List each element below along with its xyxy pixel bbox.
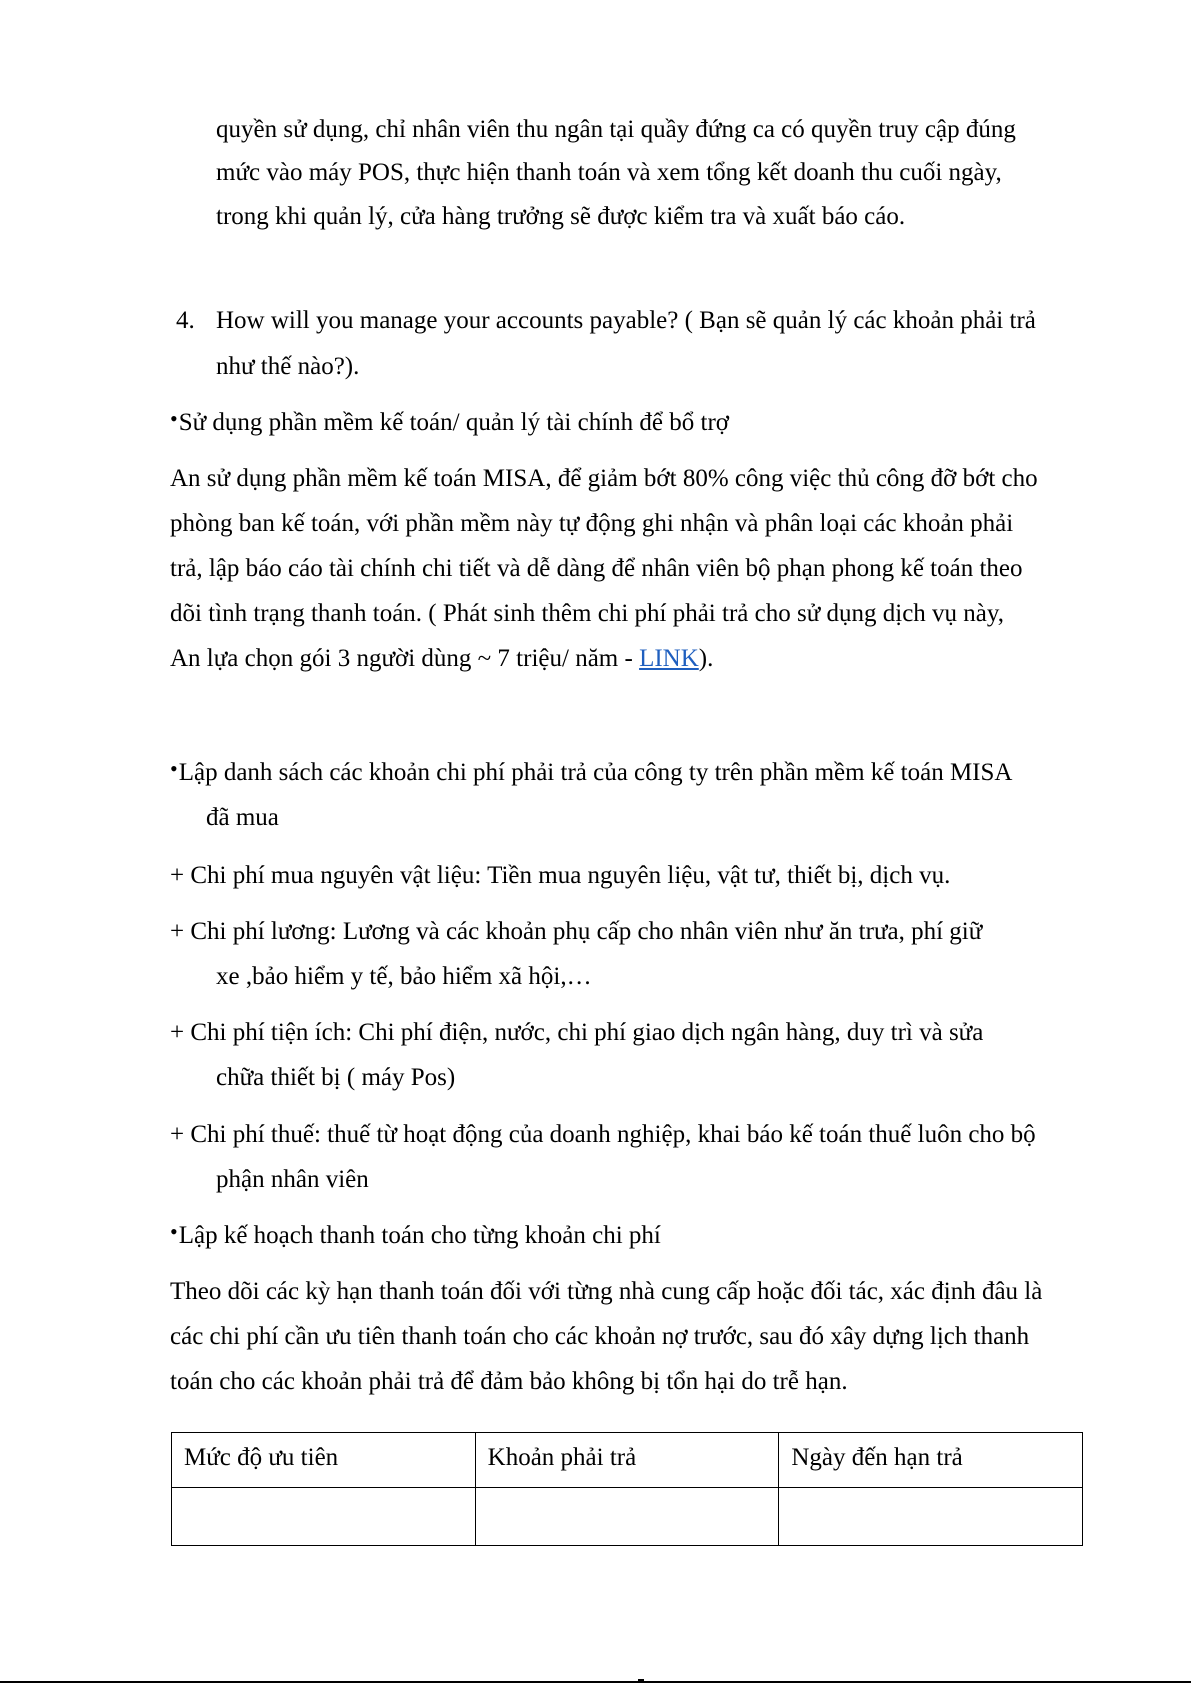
table-cell — [779, 1488, 1083, 1546]
cost-item-tax: + Chi phí thuế: thuế từ hoạt động của doanh nghiệp, khai báo kế toán thuế luôn cho bộ — [170, 1121, 1036, 1148]
bullet-2-line-2: đã mua — [206, 804, 279, 831]
bullet-2-text: Lập danh sách các khoản chi phí phải trả của công ty trên phần mềm kế toán MISA — [178, 759, 1013, 786]
cost-item-utilities-cont: chữa thiết bị ( máy Pos) — [216, 1064, 456, 1091]
intro-line-3: trong khi quản lý, cửa hàng trưởng sẽ được kiểm tra và xuất báo cáo. — [216, 203, 906, 230]
para2-line-1: Theo dõi các kỳ hạn thanh toán đối với từng nhà cung cấp hoặc đối tác, xác định đâu là — [170, 1278, 1043, 1305]
payment-schedule-table — [171, 1432, 1083, 1546]
bullet-icon: • — [170, 1219, 178, 1244]
table-cell — [172, 1488, 476, 1546]
bullet-1-text: Sử dụng phần mềm kế toán/ quản lý tài chính để bổ trợ — [178, 409, 729, 436]
table-cell — [475, 1488, 779, 1546]
para1-line-5 — [170, 644, 713, 674]
cost-item-utilities: + Chi phí tiện ích: Chi phí điện, nước, chi phí giao dịch ngân hàng, duy trì và sửa — [170, 1019, 984, 1046]
header-due-date: Ngày đến hạn trả — [779, 1433, 1083, 1488]
para1-line-2: phòng ban kế toán, với phần mềm này tự động ghi nhận và phân loại các khoản phải — [170, 510, 1014, 537]
para1-line-1: An sử dụng phần mềm kế toán MISA, để giảm bớt 80% công việc thủ công đỡ bớt cho — [170, 465, 1038, 492]
bullet-icon: • — [170, 756, 178, 781]
misa-link[interactable]: LINK — [639, 645, 699, 672]
para1-line-3: trả, lập báo cáo tài chính chi tiết và dễ dàng để nhân viên bộ phạn phong kế toán theo — [170, 555, 1023, 582]
header-payable: Khoản phải trả — [475, 1433, 779, 1488]
page-bottom-rule — [0, 1681, 1191, 1683]
header-priority: Mức độ ưu tiên — [172, 1433, 476, 1488]
para2-line-2: các chi phí cần ưu tiên thanh toán cho các khoản nợ trước, sau đó xây dựng lịch thanh — [170, 1323, 1030, 1350]
cost-item-materials: + Chi phí mua nguyên vật liệu: Tiền mua nguyên liệu, vật tư, thiết bị, dịch vụ. — [170, 862, 951, 889]
table-row — [172, 1488, 1083, 1546]
para1-last-tail: ). — [698, 645, 714, 672]
bullet-icon: • — [170, 406, 178, 431]
question-number: 4. — [176, 307, 195, 334]
intro-line-1: quyền sử dụng, chỉ nhân viên thu ngân tại quầy đứng ca có quyền truy cập đúng — [216, 116, 1016, 143]
question-line-2: như thế nào?). — [216, 353, 360, 380]
page-bottom-tick — [638, 1679, 644, 1681]
para1-last-text: An lựa chọn gói 3 người dùng ~ 7 triệu/ năm - — [170, 645, 640, 672]
bullet-2 — [170, 758, 1012, 788]
cost-item-salary: + Chi phí lương: Lương và các khoản phụ cấp cho nhân viên như ăn trưa, phí giữ — [170, 918, 983, 945]
bullet-1 — [170, 408, 729, 438]
para1-line-4: dõi tình trạng thanh toán. ( Phát sinh thêm chi phí phải trả cho sử dụng dịch vụ này, — [170, 600, 1005, 627]
intro-line-2: mức vào máy POS, thực hiện thanh toán và xem tổng kết doanh thu cuối ngày, — [216, 159, 1002, 186]
cost-item-salary-cont: xe ,bảo hiểm y tế, bảo hiểm xã hội,… — [216, 963, 592, 990]
table-header-row — [172, 1433, 1083, 1488]
bullet-3 — [170, 1221, 661, 1251]
para2-line-3: toán cho các khoản phải trả để đảm bảo không bị tổn hại do trễ hạn. — [170, 1368, 848, 1395]
question-line-1: How will you manage your accounts payable? ( Bạn sẽ quản lý các khoản phải trả — [216, 307, 1036, 334]
cost-item-tax-cont: phận nhân viên — [216, 1166, 369, 1193]
bullet-3-text: Lập kế hoạch thanh toán cho từng khoản chi phí — [178, 1222, 661, 1249]
